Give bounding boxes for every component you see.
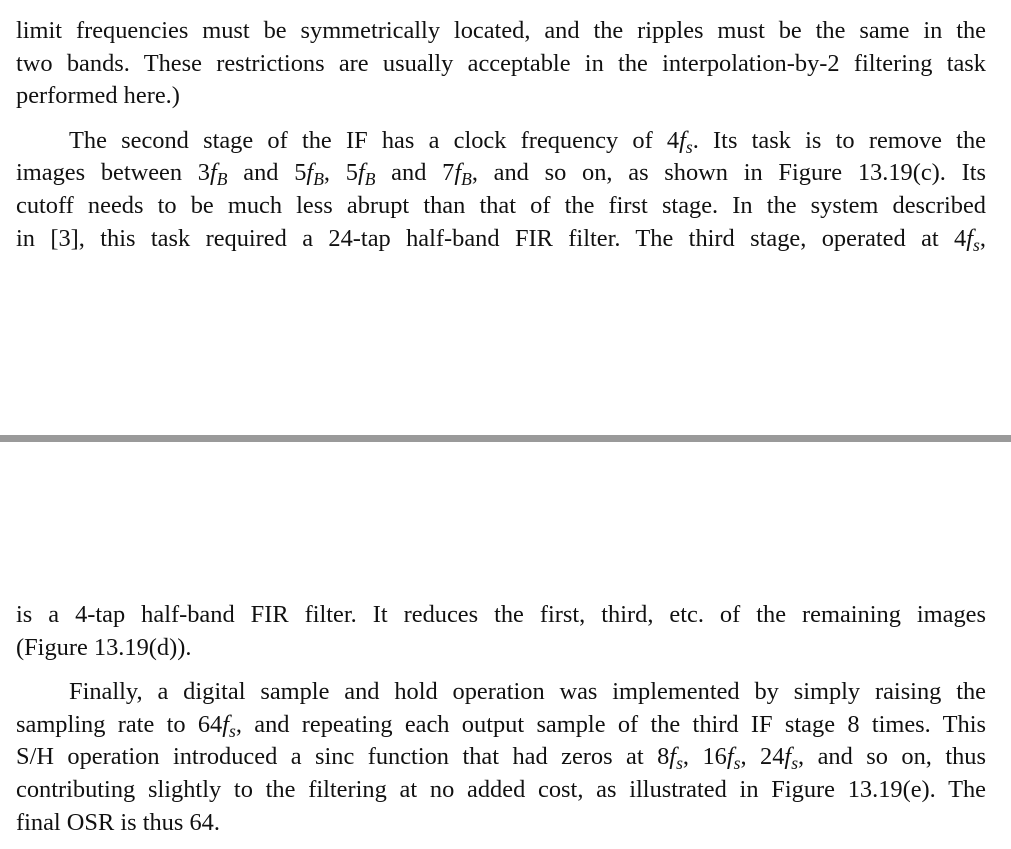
paragraph-3 (16, 599, 986, 664)
text-line (16, 709, 986, 742)
math-symbol: $f_s$ (726, 743, 741, 774)
math-symbol: $f_B$ (454, 159, 472, 190)
paragraph-1 (16, 15, 986, 113)
paragraph-2 (16, 125, 986, 255)
text-fragment: , (979, 224, 986, 252)
math-symbol: $f_B$ (306, 159, 324, 190)
math-symbol: $f_s$ (669, 743, 683, 774)
text-fragment: sampling rate to 64 (16, 710, 223, 738)
math-symbol: $f_s$ (222, 710, 236, 741)
text-fragment: , and so on, as shown in Figure 13.19(c). Its (471, 159, 987, 187)
text-line (16, 157, 986, 190)
text-line: cutoff needs to be much less abrupt than that of the first stage. In the system described (16, 191, 986, 219)
text-fragment: , 5 (323, 159, 358, 187)
paragraph-4 (16, 676, 986, 839)
page-top-text (16, 15, 986, 255)
text-line: Finally, a digital sample and hold operation was implemented by simply raising the (69, 678, 986, 706)
math-symbol: $f_B$ (357, 159, 376, 190)
text-line (16, 125, 986, 158)
math-symbol: $f_s$ (966, 224, 980, 255)
text-fragment: and 7 (375, 159, 455, 187)
text-fragment: images between 3 (16, 159, 211, 187)
text-fragment: , 16 (682, 743, 727, 771)
text-line: contributing slightly to the filtering at no added cost, as illustrated in Figure 13.19(e). The (16, 775, 986, 803)
math-symbol: $f_s$ (679, 126, 693, 157)
page-divider (0, 435, 1011, 442)
text-fragment: The second stage of the IF has a clock frequency of 4 (69, 126, 680, 154)
text-line (16, 741, 986, 774)
text-line: (Figure 13.19(d)). (16, 633, 192, 661)
math-symbol: $f_s$ (784, 743, 799, 774)
text-fragment: S/H operation introduced a sinc function that had zeros at 8 (16, 743, 670, 771)
page-bottom-text (16, 599, 986, 839)
text-fragment: , and so on, thus (798, 743, 986, 771)
text-line: limit frequencies must be symmetrically located, and the ripples must be the same in the (16, 17, 986, 44)
text-fragment: , and repeating each output sample of the third IF stage 8 times. This (235, 710, 986, 738)
math-symbol: $f_B$ (210, 159, 228, 190)
text-fragment: . Its task is to remove the (692, 126, 986, 154)
text-line: two bands. These restrictions are usually acceptable in the interpolation-by-2 filtering task (16, 49, 986, 77)
text-fragment: , 24 (740, 743, 785, 771)
text-line: final OSR is thus 64. (16, 808, 220, 836)
text-line: performed here.) (16, 82, 180, 110)
text-line (16, 223, 986, 256)
text-fragment: in [3], this task required a 24-tap half-band FIR filter. The third stage, operated at 4 (16, 224, 967, 252)
text-fragment: and 5 (227, 159, 307, 187)
text-line: is a 4-tap half-band FIR filter. It reduces the first, third, etc. of the remaining images (16, 601, 986, 628)
